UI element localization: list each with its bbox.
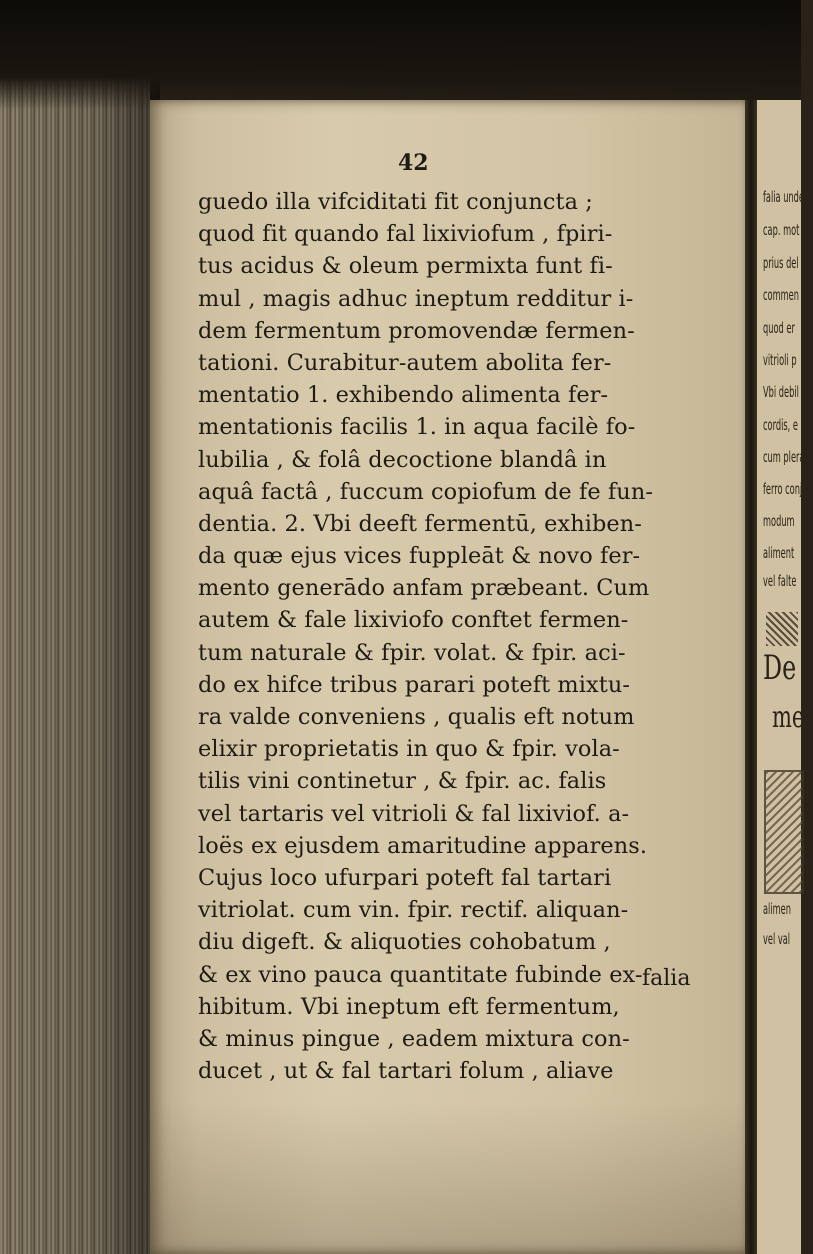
text-line: aquâ factâ , fuccum copiofum de fe fun- (198, 478, 654, 505)
text-line: mentatio 1. exhibendo alimenta fer- (198, 382, 609, 409)
text-line: loës ex ejusdem amaritudine apparens. (198, 832, 648, 859)
facing-page-line: cum plera (763, 448, 805, 466)
facing-page-line: vel falte (763, 572, 797, 590)
text-line: vitriolat. cum vin. fpir. rectif. aliquan- (198, 897, 629, 924)
facing-page-line: ferro conj (763, 480, 803, 498)
text-line: tus acidus & oleum permixta funt fi- (198, 253, 613, 280)
text-line: Cujus loco ufurpari poteft fal tartari (198, 864, 612, 891)
page-shade (150, 1100, 750, 1254)
facing-page-line: cordis, e (763, 416, 798, 434)
facing-page-line: vel val (763, 930, 791, 948)
text-line: elixir proprietatis in quo & fpir. vola- (198, 736, 620, 763)
page-number: 42 (398, 150, 429, 176)
text-line: da quæ ejus vices fuppleāt & novo fer- (198, 543, 641, 570)
page-text (198, 186, 738, 1087)
catchword: falia (642, 966, 691, 991)
text-line: mento generādo anfam præbeant. Cum (198, 575, 650, 602)
facing-page-line: falia unde (763, 188, 804, 206)
text-line: diu digeft. & aliquoties cohobatum , (198, 929, 611, 956)
facing-page-line: Vbi debil (763, 383, 799, 401)
text-line: lubilia , & folâ decoctione blandâ in (198, 446, 607, 473)
facing-page-line: prius del (763, 254, 799, 272)
facing-page-heading: me (772, 700, 805, 735)
dark-background (0, 0, 801, 110)
text-line: tum naturale & fpir. volat. & fpir. aci- (198, 639, 626, 666)
decorated-initial-icon (764, 770, 804, 894)
facing-page-line: cap. mot (763, 221, 800, 239)
text-line: guedo illa vifciditati fit conjuncta ; (198, 189, 593, 215)
text-line: tilis vini continetur , & fpir. ac. falis (198, 768, 607, 795)
text-line: do ex hifce tribus parari poteft mixtu- (198, 671, 631, 698)
facing-page-line: quod er (763, 319, 795, 337)
text-line: dentia. 2. Vbi deeft fermentū, exhiben- (198, 510, 642, 537)
text-line: mentationis facilis 1. in aqua facilè fo- (198, 414, 636, 441)
text-line: & minus pingue , eadem mixtura con- (198, 1025, 630, 1052)
text-line: mul , magis adhuc ineptum redditur i- (198, 285, 634, 312)
text-line: vel tartaris vel vitrioli & fal lixiviof. a- (198, 800, 630, 827)
page-edges-shadow (0, 0, 160, 1254)
ornament-icon (766, 612, 798, 646)
text-line: ducet , ut & fal tartari folum , aliave (198, 1058, 614, 1085)
text-line: autem & fale lixiviofo conftet fermen- (198, 607, 629, 634)
facing-page-heading: De f (763, 648, 813, 688)
text-line: tationi. Curabitur-autem abolita fer- (198, 349, 612, 376)
text-line: & ex vino pauca quantitate fubinde ex- (198, 961, 643, 988)
book-gutter (745, 100, 757, 1254)
facing-page-line: alimen (763, 900, 791, 918)
text-line: quod fit quando fal lixiviofum , fpiri- (198, 221, 613, 248)
facing-page-line: aliment (763, 544, 795, 562)
facing-page-line: commen (763, 286, 799, 304)
facing-page-line: vitrioli p (763, 351, 797, 369)
facing-page-line: modum (763, 512, 795, 530)
text-line: ra valde conveniens , qualis eft notum (198, 704, 635, 730)
text-line: hibitum. Vbi ineptum eft fermentum, (198, 993, 620, 1020)
text-line: dem fermentum promovendæ fermen- (198, 317, 635, 344)
